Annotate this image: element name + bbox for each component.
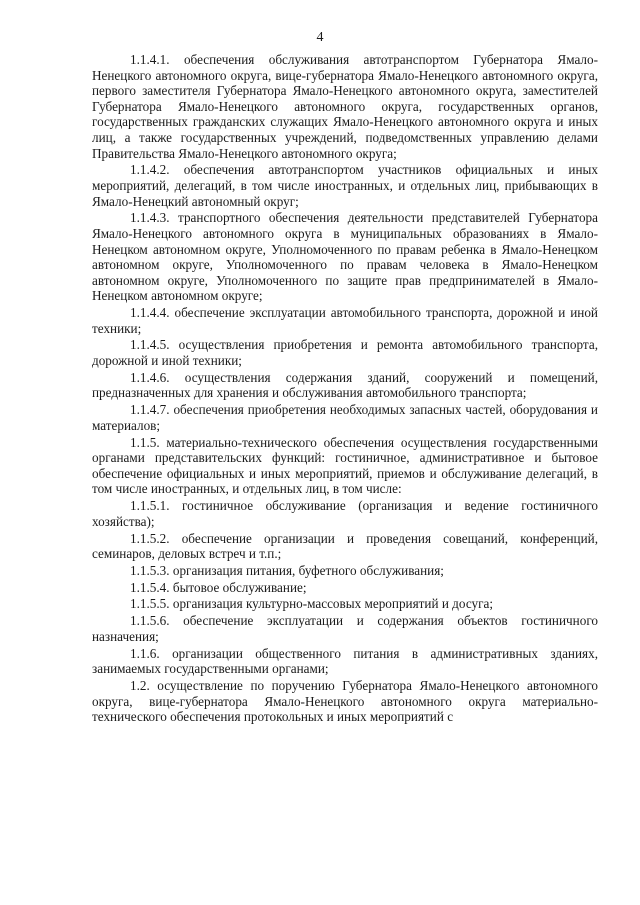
page-number: 4 <box>316 30 324 45</box>
paragraph-1-1-4-5: 1.1.4.5. осуществления приобретения и ремонта автомобильного транспорта, дорожной и иной техники; <box>92 337 598 369</box>
paragraph-1-2: 1.2. осуществление по поручению Губернатора Ямало-Ненецкого автономного округа, вице-губернатора Ямало-Ненецкого автономного округа материально-технического обеспечения протокольных и иных мероприятий с <box>92 677 598 725</box>
paragraph-1-1-4-1: 1.1.4.1. обеспечения обслуживания автотранспортом Губернатора Ямало-Ненецкого автономного округа, вице-губернатора Ямало-Ненецкого автономного округа, первого заместителя Губернатора Ямало-Ненецкого автономного округа, заместителей Губернатора Ямало-Ненецкого автономного округа, государственных органов, государственных гражданских служащих Ямало-Ненецкого автономного округа и иных лиц, а также государственных учреждений, подведомственных управлению делами Правительства Ямало-Ненецкого автономного округа; <box>92 52 598 161</box>
document-body <box>92 52 598 726</box>
paragraph-1-1-5-3: 1.1.5.3. организация питания, буфетного обслуживания; <box>130 562 444 578</box>
paragraph-1-1-5: 1.1.5. материально-технического обеспечения осуществления государственными органами представительских функций: гостиничное, административное и бытовое обеспечение официальных и иных мероприятий, приемов и обслуживание делегаций, в том числе иностранных, и отдельных лиц, в том числе: <box>92 434 598 497</box>
paragraph-1-1-4-6: 1.1.4.6. осуществления содержания зданий, сооружений и помещений, предназначенных для хранения и обслуживания автомобильного транспорта; <box>92 369 598 401</box>
paragraph-1-1-5-1: 1.1.5.1. гостиничное обслуживание (организация и ведение гостиничного хозяйства); <box>92 498 598 529</box>
paragraph-1-1-4-2: 1.1.4.2. обеспечения автотранспортом участников официальных и иных мероприятий, делегаций, в том числе иностранных, и отдельных лиц, прибывающих в Ямало-Ненецкий автономный округ; <box>92 162 598 209</box>
paragraph-1-1-4-7: 1.1.4.7. обеспечения приобретения необходимых запасных частей, оборудования и материалов; <box>92 402 598 433</box>
paragraph-1-1-6: 1.1.6. организации общественного питания в административных зданиях, занимаемых государственными органами; <box>92 645 598 677</box>
paragraph-1-1-5-5: 1.1.5.5. организация культурно-массовых мероприятий и досуга; <box>130 596 494 612</box>
paragraph-1-1-5-2: 1.1.5.2. обеспечение организации и проведения совещаний, конференций, семинаров, деловых встреч и т.п.; <box>92 530 598 562</box>
paragraph-1-1-4-4: 1.1.4.4. обеспечение эксплуатации автомобильного транспорта, дорожной и иной техники; <box>92 305 598 336</box>
paragraph-1-1-5-6: 1.1.5.6. обеспечение эксплуатации и содержания объектов гостиничного назначения; <box>92 613 598 644</box>
paragraph-1-1-4-3: 1.1.4.3. транспортного обеспечения деятельности представителей Губернатора Ямало-Ненецкого автономного округа в муниципальных образованиях в Ямало-Ненецком автономном округе, Уполномоченного по правам ребенка в Ямало-Ненецком автономном округе, Уполномоченного по правам человека в Ямало-Ненецком автономном округе, Уполномоченного по защите прав предпринимателей в Ямало-Ненецком автономном округе; <box>92 210 598 304</box>
paragraph-1-1-5-4: 1.1.5.4. бытовое обслуживание; <box>130 579 307 595</box>
